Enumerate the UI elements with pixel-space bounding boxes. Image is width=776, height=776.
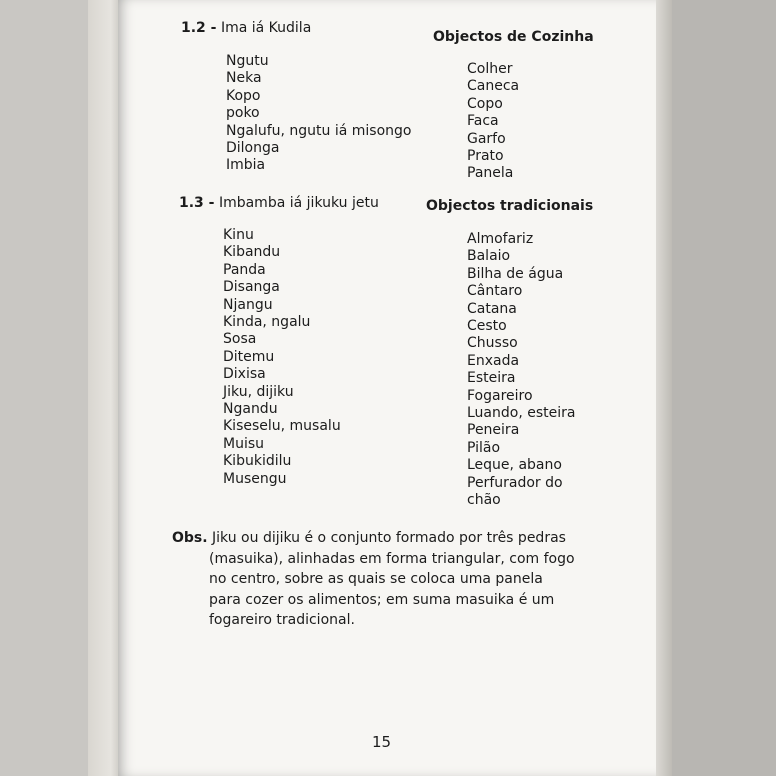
section-1-2-number: 1.2 - — [181, 20, 217, 36]
list-item: Disanga — [223, 279, 280, 296]
list-item: chão — [467, 492, 501, 509]
list-item: poko — [226, 105, 260, 122]
list-item: Fogareiro — [467, 387, 533, 404]
list-item: Neka — [226, 70, 262, 87]
section-1-3-heading — [179, 195, 379, 212]
list-item: Esteira — [467, 370, 516, 387]
list-item: Kopo — [226, 87, 261, 104]
background — [672, 0, 776, 776]
obs-label: Obs. — [172, 530, 208, 546]
list-item: Panela — [467, 165, 514, 182]
list-item: Colher — [467, 61, 513, 77]
list-item: Ngandu — [223, 401, 278, 418]
list-item: Imbia — [226, 157, 266, 174]
page-number: 15 — [372, 733, 392, 751]
list-item: Faca — [467, 113, 499, 130]
list-item: Leque, abano — [467, 457, 562, 474]
obs-line: no centro, sobre as quais se coloca uma panela — [209, 571, 543, 587]
list-item: Enxada — [467, 352, 520, 369]
list-item: Kibandu — [223, 244, 281, 261]
list-item: Ngutu — [226, 53, 269, 69]
list-item: Balaio — [467, 248, 511, 265]
section-1-2-title: Ima iá Kudila — [220, 20, 312, 36]
list-item: Jiku, dijiku — [223, 383, 294, 400]
list-item: Musengu — [223, 470, 287, 487]
section-1-3-title-pt: Objectos tradicionais — [426, 198, 594, 214]
section-1-2-title-pt: Objectos de Cozinha — [433, 29, 594, 45]
list-item: Copo — [467, 95, 503, 112]
list-item: Perfurador do — [467, 474, 563, 491]
list-item: Kinda, ngalu — [223, 314, 311, 331]
list-item: Almofariz — [467, 231, 534, 247]
list-item: Peneira — [467, 422, 520, 439]
obs-line: para cozer os alimentos; em suma masuika é um — [209, 591, 555, 608]
section-1-3-number: 1.3 - — [179, 195, 215, 211]
list-item: Ditemu — [223, 348, 275, 365]
list-item: Prato — [467, 148, 504, 165]
list-item: Sosa — [223, 331, 257, 348]
list-item: Njangu — [223, 296, 273, 313]
list-item: Kinu — [223, 227, 254, 243]
list-item: Catana — [467, 300, 517, 317]
list-item: Kibukidilu — [223, 453, 292, 470]
list-item: Chusso — [467, 335, 518, 352]
list-item: Muisu — [223, 435, 265, 452]
list-item: Bilha de água — [467, 265, 564, 282]
section-1-2-portuguese-list — [467, 61, 519, 183]
obs-line: fogareiro tradicional. — [209, 612, 355, 628]
list-item: Pilão — [467, 439, 501, 456]
section-1-3-title: Imbamba iá jikuku jetu — [218, 195, 379, 211]
section-1-2-kimbundu-list — [226, 53, 411, 175]
list-item: Ngalufu, ngutu iá misongo — [226, 122, 412, 139]
list-item: Luando, esteira — [467, 405, 576, 422]
list-item: Kiseselu, musalu — [223, 418, 341, 435]
obs-line: Jiku ou dijiku é o conjunto formado por três pedras — [212, 530, 566, 546]
section-1-3-portuguese-list — [467, 231, 575, 510]
obs-note — [172, 528, 612, 631]
list-item: Caneca — [467, 78, 520, 95]
right-page-edge — [656, 0, 672, 776]
section-1-3-kimbundu-list — [223, 227, 341, 488]
section-1-2-heading — [181, 20, 311, 37]
list-item: Cesto — [467, 318, 507, 335]
obs-line: (masuika), alinhadas em forma triangular, com fogo — [209, 550, 575, 567]
list-item: Cântaro — [467, 283, 523, 300]
list-item: Panda — [223, 261, 266, 278]
list-item: Dixisa — [223, 366, 266, 383]
list-item: Garfo — [467, 130, 506, 147]
list-item: Dilonga — [226, 140, 280, 157]
